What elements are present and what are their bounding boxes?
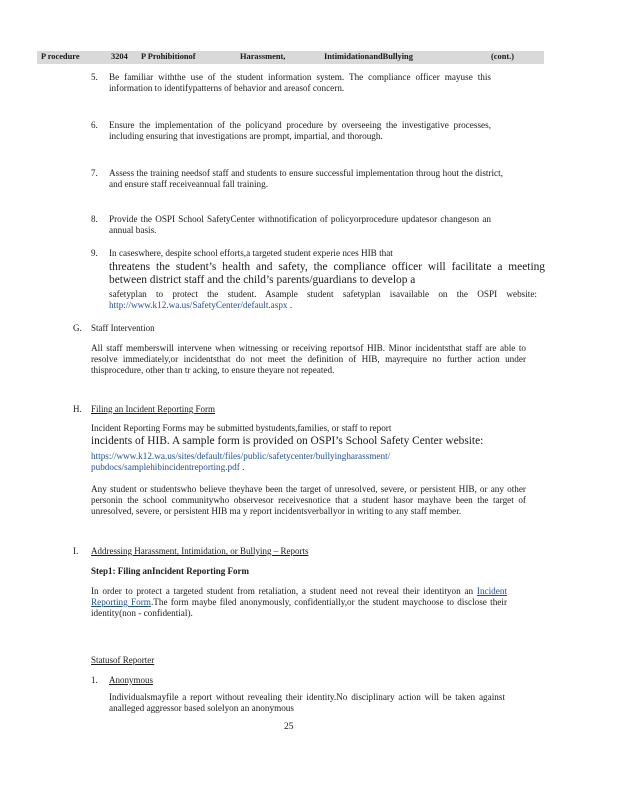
item-number: 7. [91, 168, 98, 178]
sub-item-number: 1. [91, 675, 98, 685]
anonymous-heading: Anonymous [109, 675, 154, 685]
item-text: Be familiar withthe use of the student information system. The compliance officer mayuse this information to identifypatterns of behavior and areasof concern. [109, 72, 491, 93]
section-title-filing: Filing an Incident Reporting Form [91, 404, 215, 414]
section-letter: H. [73, 404, 82, 414]
step-1-text: In order to protect a targeted student from retaliation, a student need not reveal their identityon an [91, 586, 474, 596]
header-harassment: Harassment, [240, 52, 286, 61]
item-number: 5. [91, 72, 98, 82]
item-text: Assess the training needsof staff and students to ensure successful implementation throug hout the district, and ensure staff receiveannual fall training. [109, 168, 503, 189]
step-1-heading: Step1: Filing anIncident Reporting Form [91, 566, 250, 576]
filing-line1: Incident Reporting Forms may be submitted bystudents,families, or staff to report [91, 423, 392, 433]
safety-plan-text: safetyplan to protect the student. Asample student safetyplan isavailable on the OSPI website: [109, 289, 537, 299]
header-cont: (cont.) [491, 52, 515, 61]
incident-form-link[interactable]: Incident Reporting Form [91, 586, 507, 607]
item-text-line1: In caseswhere, despite school efforts,a targeted student experie nces HIB that [109, 248, 393, 258]
item-number: 8. [91, 214, 98, 224]
section-title-staff-intervention: Staff Intervention [91, 323, 155, 333]
sample-form-link[interactable]: https://www.k12.wa.us/sites/default/files/public/safetycenter/bullyingharassment/ pubdocs/samplehibincidentreporting.pdf [91, 451, 391, 472]
header-title: P Prohibitionof [141, 52, 196, 61]
section-letter: G. [73, 323, 82, 333]
filing-line2-emphasis: incidents of HIB. A sample form is provided on OSPI’s School Safety Center website: [91, 435, 484, 447]
status-of-reporter-heading: Statusof Reporter [91, 655, 155, 665]
item-text-emphasis: threatens the student’s health and safety, the compliance officer will facilitate a meeting between district staff and the child’s parents/guardians to develop a [109, 261, 545, 286]
step-1-body [91, 586, 507, 619]
page-number: 25 [284, 722, 294, 732]
item-text: Ensure the implementation of the policyand procedure by overseeing the investigative processes, including ensuring that investigations are prompt, impartial, and thorough. [109, 120, 491, 141]
header-procedure: P rocedure [41, 52, 80, 61]
filing-paragraph-2: Any student or studentswho believe theyhave been the target of unresolved, severe, or persistent HIB, or any other personin the school communitywho observesor receivesnotice that a student hasor mayhave been the target of unresolved, severe, or persistent HIB ma y report incidentsverballyor in writing to any staff member. [91, 484, 526, 516]
page-header [37, 51, 544, 64]
period: . [289, 300, 293, 310]
header-intimidation: IntimidationandBullying [324, 52, 413, 61]
header-number: 3204 [111, 52, 128, 61]
item-number: 9. [91, 248, 98, 258]
section-title-addressing: Addressing Harassment, Intimidation, or Bullying – Reports [91, 546, 309, 556]
item-text: Provide the OSPI School SafetyCenter withnotification of policyorprocedure updatesor changeson an annual basis. [109, 214, 491, 235]
filing-link-line [91, 451, 391, 473]
staff-intervention-body: All staff memberswill intervene when witnessing or receiving reportsof HIB. Minor incidentsthat staff are able to resolve immediately,or incidentsthat do not meet the definition of HIB, mayrequire no further action under thisprocedure, other than tr acking, to ensure theyare not repeated. [91, 343, 526, 375]
period: . [242, 462, 245, 472]
item-text-line3 [109, 289, 537, 311]
item-number: 6. [91, 120, 98, 130]
step-1-text-cont: .The form maybe filed anonymously, confidentially,or the student maychoose to disclose their identity(non - confidential). [91, 597, 508, 618]
section-letter: I. [73, 546, 79, 556]
anonymous-body: Individualsmayfile a report without revealing their identity.No disciplinary action will be taken against analleged aggressor based solelyon an anonymous [109, 692, 505, 713]
safety-center-link[interactable]: http://www.k12.wa.us/SafetyCenter/default.aspx [109, 300, 288, 310]
